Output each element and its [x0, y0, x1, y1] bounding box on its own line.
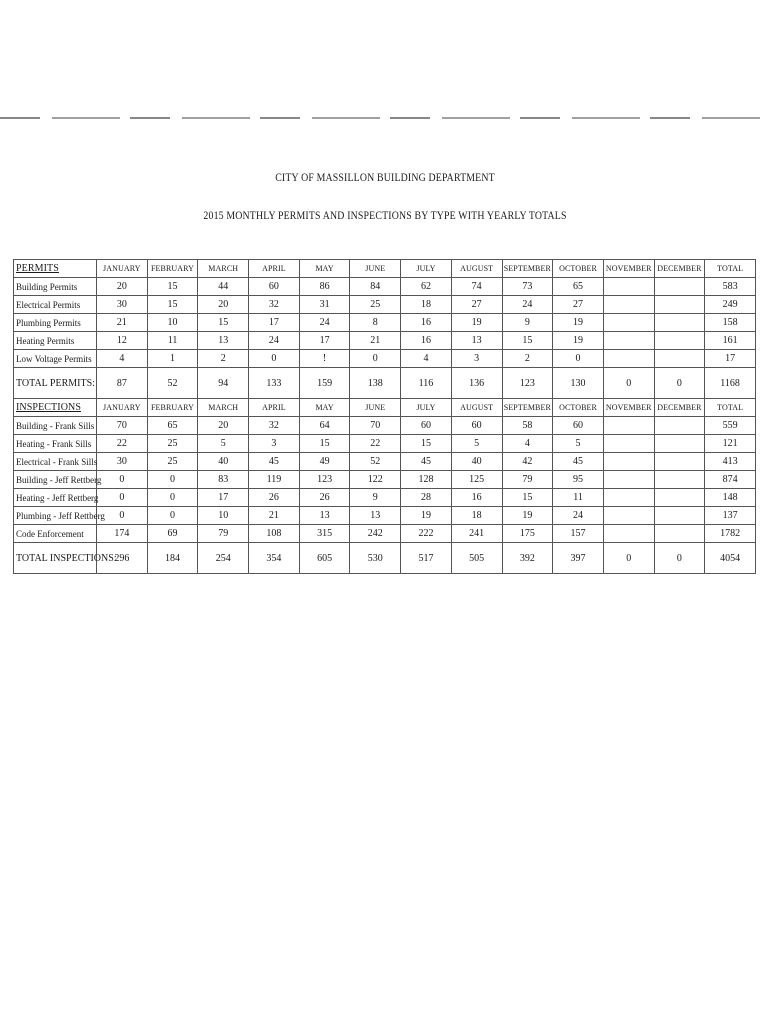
- table-cell: [654, 525, 705, 543]
- table-cell: 136: [451, 368, 502, 399]
- table-cell: 130: [553, 368, 604, 399]
- table-cell: 45: [401, 453, 452, 471]
- table-cell: [654, 332, 705, 350]
- table-cell: 159: [299, 368, 350, 399]
- table-cell: 20: [198, 296, 249, 314]
- table-cell: 530: [350, 543, 401, 574]
- table-cell: 19: [553, 332, 604, 350]
- table-cell: 11: [553, 489, 604, 507]
- table-cell: 254: [198, 543, 249, 574]
- table-row: [14, 525, 756, 543]
- table-cell: [603, 525, 654, 543]
- table-cell: 0: [147, 489, 198, 507]
- table-cell: 13: [350, 507, 401, 525]
- table-row: [14, 296, 756, 314]
- table-cell: 4: [502, 435, 553, 453]
- month-header: JANUARY: [97, 399, 148, 417]
- month-header: SEPTEMBER: [502, 399, 553, 417]
- row-label: Electrical Permits: [14, 296, 97, 314]
- table-cell: 24: [299, 314, 350, 332]
- table-cell: 22: [350, 435, 401, 453]
- month-header: AUGUST: [451, 260, 502, 278]
- table-cell: 133: [249, 368, 300, 399]
- table-cell: [654, 435, 705, 453]
- table-cell: !: [299, 350, 350, 368]
- month-header: AUGUST: [451, 399, 502, 417]
- table-cell: 70: [350, 417, 401, 435]
- table-cell: 95: [553, 471, 604, 489]
- table-cell: [654, 489, 705, 507]
- table-cell: 24: [553, 507, 604, 525]
- table-cell: 19: [502, 507, 553, 525]
- table-cell: 69: [147, 525, 198, 543]
- table-cell: 8: [350, 314, 401, 332]
- month-header: FEBRUARY: [147, 399, 198, 417]
- inspections-header-row: [14, 399, 756, 417]
- table-cell: 4: [97, 350, 148, 368]
- table-cell: [654, 350, 705, 368]
- table-cell: 9: [350, 489, 401, 507]
- table-cell: [603, 417, 654, 435]
- month-header: MARCH: [198, 260, 249, 278]
- table-cell: [654, 507, 705, 525]
- table-cell: 10: [147, 314, 198, 332]
- table-cell: 505: [451, 543, 502, 574]
- table-cell: 0: [350, 350, 401, 368]
- table-cell: 52: [147, 368, 198, 399]
- inspections-section-header: INSPECTIONS: [14, 399, 97, 417]
- row-label: Code Enforcement: [14, 525, 97, 543]
- table-cell: 70: [97, 417, 148, 435]
- table-cell: 19: [451, 314, 502, 332]
- table-cell: 249: [705, 296, 756, 314]
- table-cell: 26: [249, 489, 300, 507]
- table-cell: 20: [97, 278, 148, 296]
- month-header: NOVEMBER: [603, 260, 654, 278]
- table-cell: 13: [198, 332, 249, 350]
- table-cell: 128: [401, 471, 452, 489]
- permits-total-row: [14, 368, 756, 399]
- table-cell: [603, 332, 654, 350]
- month-header: TOTAL: [705, 399, 756, 417]
- table-cell: 15: [198, 314, 249, 332]
- table-cell: 222: [401, 525, 452, 543]
- table-cell: [654, 314, 705, 332]
- table-cell: 10: [198, 507, 249, 525]
- table-cell: 40: [198, 453, 249, 471]
- table-row: [14, 453, 756, 471]
- permits-header-row: [14, 260, 756, 278]
- table-cell: 24: [249, 332, 300, 350]
- row-label: Building - Jeff Rettberg: [14, 471, 97, 489]
- table-row: [14, 489, 756, 507]
- table-cell: 184: [147, 543, 198, 574]
- table-cell: 0: [97, 507, 148, 525]
- table-cell: 1168: [705, 368, 756, 399]
- permits-section-header: PERMITS: [14, 260, 97, 278]
- table-cell: 138: [350, 368, 401, 399]
- month-header: JULY: [401, 399, 452, 417]
- table-cell: [654, 453, 705, 471]
- table-cell: 11: [147, 332, 198, 350]
- table-cell: 60: [553, 417, 604, 435]
- table-cell: 13: [451, 332, 502, 350]
- table-cell: 392: [502, 543, 553, 574]
- table-cell: 30: [97, 453, 148, 471]
- table-row: [14, 278, 756, 296]
- table-cell: 60: [249, 278, 300, 296]
- table-cell: 27: [553, 296, 604, 314]
- table-cell: 84: [350, 278, 401, 296]
- table-cell: 18: [401, 296, 452, 314]
- table-cell: 0: [147, 507, 198, 525]
- table-cell: 13: [299, 507, 350, 525]
- table-cell: 158: [705, 314, 756, 332]
- table-cell: 121: [705, 435, 756, 453]
- row-label: Heating Permits: [14, 332, 97, 350]
- table-cell: 83: [198, 471, 249, 489]
- table-cell: 60: [451, 417, 502, 435]
- table-cell: 22: [97, 435, 148, 453]
- table-cell: 44: [198, 278, 249, 296]
- table-cell: 605: [299, 543, 350, 574]
- document-subtitle: 2015 MONTHLY PERMITS AND INSPECTIONS BY TYPE WITH YEARLY TOTALS: [203, 208, 567, 222]
- table-cell: 15: [502, 332, 553, 350]
- month-header: SEPTEMBER: [502, 260, 553, 278]
- table-cell: 315: [299, 525, 350, 543]
- table-cell: [603, 296, 654, 314]
- table-cell: 354: [249, 543, 300, 574]
- table-cell: [603, 453, 654, 471]
- row-label: Plumbing Permits: [14, 314, 97, 332]
- table-cell: 65: [147, 417, 198, 435]
- table-cell: [654, 278, 705, 296]
- table-cell: 517: [401, 543, 452, 574]
- table-cell: 0: [249, 350, 300, 368]
- table-cell: 45: [249, 453, 300, 471]
- month-header: FEBRUARY: [147, 260, 198, 278]
- table-cell: 559: [705, 417, 756, 435]
- table-cell: 583: [705, 278, 756, 296]
- table-cell: 60: [401, 417, 452, 435]
- table-cell: 65: [553, 278, 604, 296]
- table-cell: 0: [97, 489, 148, 507]
- table-cell: [654, 417, 705, 435]
- table-cell: 58: [502, 417, 553, 435]
- row-label: Heating - Frank Sills: [14, 435, 97, 453]
- row-label: Heating - Jeff Rettberg: [14, 489, 97, 507]
- table-cell: 26: [299, 489, 350, 507]
- table-cell: 16: [401, 332, 452, 350]
- inspections-total-row: [14, 543, 756, 574]
- table-cell: 1782: [705, 525, 756, 543]
- table-cell: 25: [147, 453, 198, 471]
- table-cell: 15: [299, 435, 350, 453]
- table-cell: [603, 350, 654, 368]
- table-cell: [654, 296, 705, 314]
- table-cell: 161: [705, 332, 756, 350]
- table-cell: 137: [705, 507, 756, 525]
- table-cell: [603, 507, 654, 525]
- table-cell: 2: [502, 350, 553, 368]
- table-cell: 24: [502, 296, 553, 314]
- table-cell: 0: [603, 543, 654, 574]
- table-cell: 17: [705, 350, 756, 368]
- table-cell: 5: [451, 435, 502, 453]
- table-cell: 175: [502, 525, 553, 543]
- month-header: DECEMBER: [654, 260, 705, 278]
- table-cell: 21: [97, 314, 148, 332]
- table-cell: 3: [451, 350, 502, 368]
- table-cell: 397: [553, 543, 604, 574]
- table-cell: [603, 471, 654, 489]
- table-row: [14, 350, 756, 368]
- month-header: MAY: [299, 399, 350, 417]
- table-cell: 25: [147, 435, 198, 453]
- table-cell: 30: [97, 296, 148, 314]
- row-label: Low Voltage Permits: [14, 350, 97, 368]
- table-cell: 119: [249, 471, 300, 489]
- table-cell: 123: [502, 368, 553, 399]
- table-cell: 12: [97, 332, 148, 350]
- table-cell: [603, 278, 654, 296]
- table-cell: [603, 489, 654, 507]
- table-cell: [654, 471, 705, 489]
- table-cell: 17: [299, 332, 350, 350]
- table-cell: 32: [249, 417, 300, 435]
- table-cell: 40: [451, 453, 502, 471]
- table-cell: 16: [401, 314, 452, 332]
- table-cell: 241: [451, 525, 502, 543]
- table-cell: 4: [401, 350, 452, 368]
- month-header: JUNE: [350, 260, 401, 278]
- table-cell: 62: [401, 278, 452, 296]
- table-row: [14, 435, 756, 453]
- table-cell: 31: [299, 296, 350, 314]
- table-row: [14, 332, 756, 350]
- table-cell: 874: [705, 471, 756, 489]
- table-cell: 79: [502, 471, 553, 489]
- table-cell: 27: [451, 296, 502, 314]
- row-label: Building - Frank Sills: [14, 417, 97, 435]
- month-header: TOTAL: [705, 260, 756, 278]
- table-cell: 74: [451, 278, 502, 296]
- scan-artifact-line: [0, 117, 760, 119]
- table-cell: 174: [97, 525, 148, 543]
- row-label: Building Permits: [14, 278, 97, 296]
- table-cell: 0: [97, 471, 148, 489]
- month-header: MAY: [299, 260, 350, 278]
- row-label: Plumbing - Jeff Rettberg: [14, 507, 97, 525]
- table-cell: 5: [198, 435, 249, 453]
- table-cell: 0: [147, 471, 198, 489]
- table-cell: 108: [249, 525, 300, 543]
- month-header: OCTOBER: [553, 399, 604, 417]
- month-header: APRIL: [249, 399, 300, 417]
- table-cell: 4054: [705, 543, 756, 574]
- table-cell: 123: [299, 471, 350, 489]
- table-cell: 0: [603, 368, 654, 399]
- table-cell: 15: [147, 278, 198, 296]
- table-cell: 148: [705, 489, 756, 507]
- table-cell: 52: [350, 453, 401, 471]
- month-header: MARCH: [198, 399, 249, 417]
- table-cell: 125: [451, 471, 502, 489]
- table-cell: 5: [553, 435, 604, 453]
- row-label: Electrical - Frank Sills: [14, 453, 97, 471]
- table-cell: 116: [401, 368, 452, 399]
- month-header: DECEMBER: [654, 399, 705, 417]
- table-cell: [603, 435, 654, 453]
- table-cell: 16: [451, 489, 502, 507]
- table-cell: 21: [249, 507, 300, 525]
- table-cell: 49: [299, 453, 350, 471]
- month-header: JUNE: [350, 399, 401, 417]
- table-cell: 17: [249, 314, 300, 332]
- table-cell: 42: [502, 453, 553, 471]
- table-cell: 2: [198, 350, 249, 368]
- month-header: APRIL: [249, 260, 300, 278]
- table-cell: 1: [147, 350, 198, 368]
- table-row: [14, 471, 756, 489]
- month-header: OCTOBER: [553, 260, 604, 278]
- table-cell: 86: [299, 278, 350, 296]
- table-cell: 413: [705, 453, 756, 471]
- month-header: NOVEMBER: [603, 399, 654, 417]
- row-label: TOTAL PERMITS:: [14, 368, 97, 399]
- table-cell: 20: [198, 417, 249, 435]
- table-cell: 296: [97, 543, 148, 574]
- table-cell: 21: [350, 332, 401, 350]
- table-cell: 122: [350, 471, 401, 489]
- row-label: TOTAL INSPECTIONS:: [14, 543, 97, 574]
- table-cell: 28: [401, 489, 452, 507]
- table-cell: 0: [654, 543, 705, 574]
- table-row: [14, 314, 756, 332]
- table-cell: 3: [249, 435, 300, 453]
- table-cell: 25: [350, 296, 401, 314]
- table-cell: 15: [401, 435, 452, 453]
- table-row: [14, 417, 756, 435]
- table-cell: 0: [553, 350, 604, 368]
- table-cell: 87: [97, 368, 148, 399]
- table-cell: 94: [198, 368, 249, 399]
- table-cell: 15: [147, 296, 198, 314]
- table-cell: 0: [654, 368, 705, 399]
- table-cell: 19: [553, 314, 604, 332]
- table-cell: 19: [401, 507, 452, 525]
- document-title: CITY OF MASSILLON BUILDING DEPARTMENT: [275, 170, 495, 184]
- table-cell: [603, 314, 654, 332]
- month-header: JANUARY: [97, 260, 148, 278]
- table-cell: 15: [502, 489, 553, 507]
- table-cell: 32: [249, 296, 300, 314]
- table-cell: 242: [350, 525, 401, 543]
- table-cell: 79: [198, 525, 249, 543]
- permits-inspections-table: [13, 259, 756, 574]
- table-cell: 157: [553, 525, 604, 543]
- table-row: [14, 507, 756, 525]
- table-cell: 9: [502, 314, 553, 332]
- month-header: JULY: [401, 260, 452, 278]
- table-cell: 45: [553, 453, 604, 471]
- table-cell: 18: [451, 507, 502, 525]
- table-cell: 17: [198, 489, 249, 507]
- table-cell: 64: [299, 417, 350, 435]
- table-cell: 73: [502, 278, 553, 296]
